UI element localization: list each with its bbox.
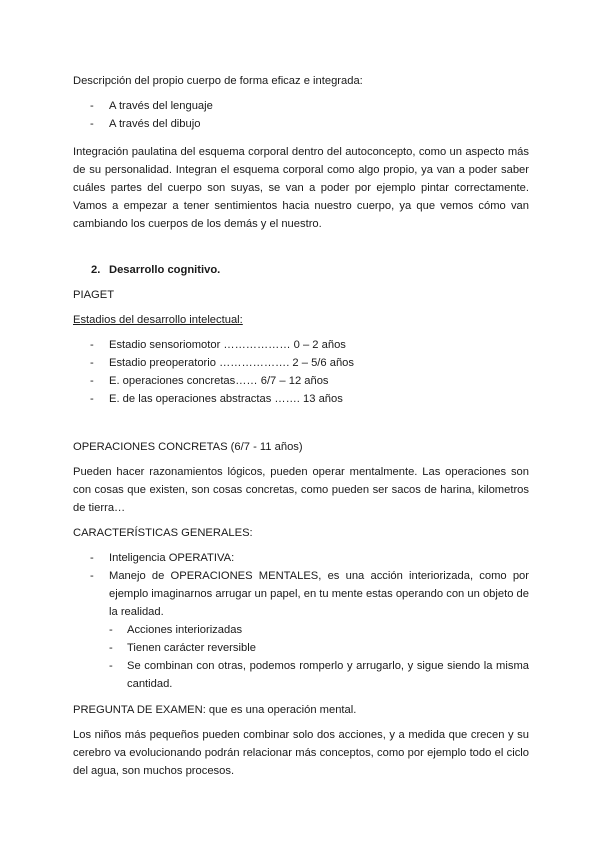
features-heading: CARACTERÍSTICAS GENERALES:	[73, 527, 253, 539]
subfeatures-list	[109, 621, 529, 693]
section-heading	[73, 261, 529, 279]
section-number: 2.	[91, 264, 101, 276]
list-item: - Estadio sensoriomotor ……………… 0 – 2 años	[73, 336, 529, 354]
list-item: - Inteligencia OPERATIVA:	[73, 549, 529, 567]
list-item: - Tienen carácter reversible	[109, 639, 529, 657]
list-item: - Se combinan con otras, podemos romperlo y arrugarlo, y sigue siendo la misma cantidad.	[109, 657, 529, 693]
features-list	[73, 549, 529, 693]
list-item: - E. operaciones concretas…… 6/7 – 12 años	[73, 372, 529, 390]
document-page	[73, 64, 529, 780]
list-item: - E. de las operaciones abstractas ……. 13 años	[73, 390, 529, 408]
intro-list	[73, 97, 529, 133]
list-item: - Acciones interiorizadas	[109, 621, 529, 639]
list-item-text: Manejo de OPERACIONES MENTALES, es una acción interiorizada, como por ejemplo imaginarnos arrugar un papel, en tu mente estas operando con un objeto de la realidad.	[109, 570, 529, 618]
list-item: - A través del dibujo	[73, 115, 529, 133]
closing-paragraph: Los niños más pequeños pueden combinar solo dos acciones, y a medida que crecen y su cerebro va evolucionando podrán relacionar más conceptos, como por ejemplo todo el ciclo del agua, son muchos procesos.	[73, 729, 529, 777]
stages-heading: Estadios del desarrollo intelectual:	[73, 314, 243, 326]
intro-lead: Descripción del propio cuerpo de forma eficaz e integrada:	[73, 75, 363, 87]
list-item	[73, 567, 529, 693]
list-item: - Estadio preoperatorio ………………. 2 – 5/6 años	[73, 354, 529, 372]
section-title: Desarrollo cognitivo.	[109, 264, 221, 276]
stages-list	[73, 336, 529, 408]
intro-paragraph: Integración paulatina del esquema corporal dentro del autoconcepto, como un aspecto más de su personalidad. Integran el esquema corporal como algo propio, ya van a poder saber cuáles partes del cuerpo son suyas, se van a poder por ejemplo pintar correctamente. Vamos a empezar a tener sentimientos hacia nuestro cuerpo, ya que vemos cómo van cambiando los cuerpos de los demás y el nuestro.	[73, 146, 529, 230]
exam-question: PREGUNTA DE EXAMEN: que es una operación mental.	[73, 704, 357, 716]
concrete-heading: OPERACIONES CONCRETAS (6/7 - 11 años)	[73, 441, 303, 453]
list-item: - A través del lenguaje	[73, 97, 529, 115]
concrete-paragraph: Pueden hacer razonamientos lógicos, pueden operar mentalmente. Las operaciones son con cosas que existen, son cosas concretas, como pueden ser sacos de harina, kilometros de tierra…	[73, 466, 529, 514]
author-label: PIAGET	[73, 289, 115, 301]
